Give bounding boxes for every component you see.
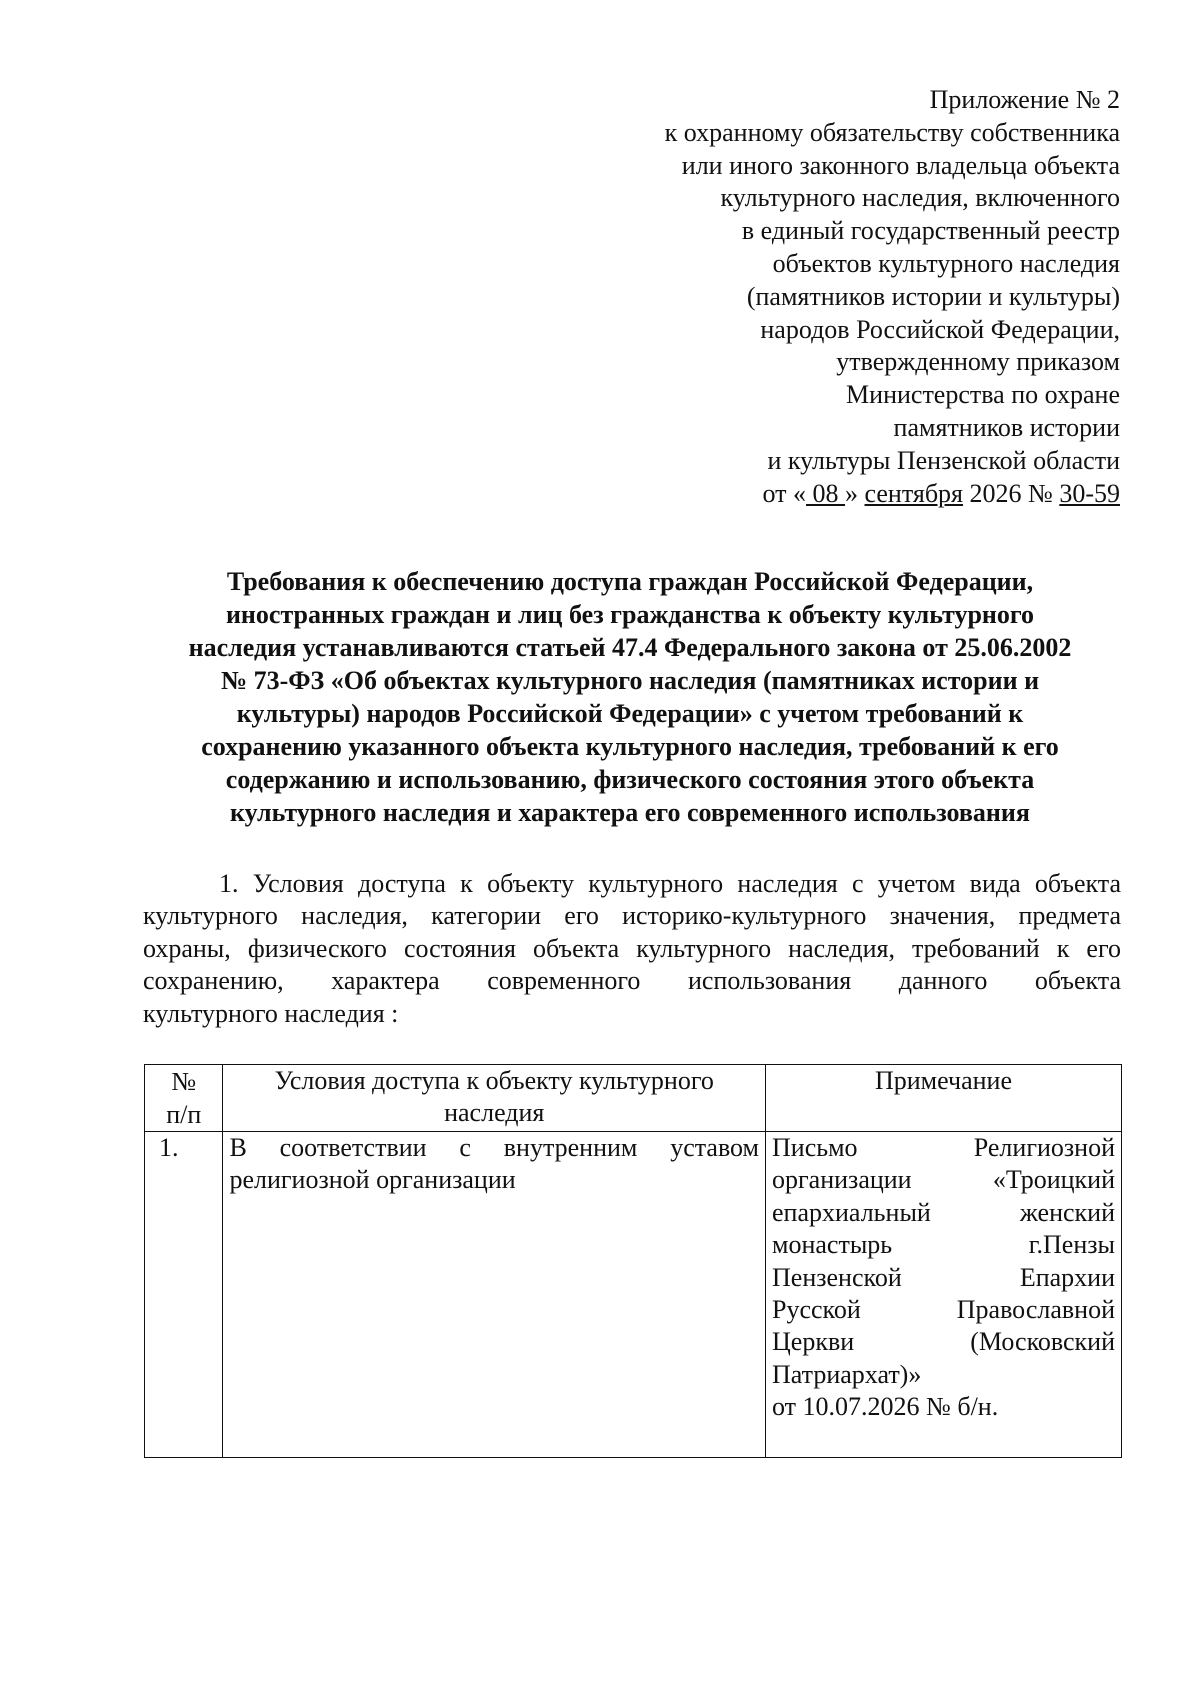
date-month: сентября xyxy=(864,478,964,508)
appendix-line: Министерства по охране xyxy=(846,380,1120,410)
appendix-line: или иного законного владельца объекта xyxy=(681,150,1120,180)
date-mid: » xyxy=(845,478,865,508)
paragraph-line: культурного наследия, категории его историко-культурного значения, предмета xyxy=(143,901,1121,931)
appendix-block xyxy=(560,84,1120,510)
header-number xyxy=(145,1065,223,1132)
appendix-line: народов Российской Федерации, xyxy=(760,314,1120,344)
appendix-line: и культуры Пензенской области xyxy=(767,445,1120,475)
heading-line: № 73-ФЗ «Об объектах культурного наследия (памятниках истории и xyxy=(220,666,1040,695)
access-conditions-table xyxy=(144,1064,1122,1458)
note-line: Русской Православной xyxy=(772,1295,1115,1325)
order-number: 30-59 xyxy=(1059,478,1120,508)
heading-line: культурного наследия и характера его современного использования xyxy=(230,798,1030,827)
note-line: Пензенской Епархии xyxy=(772,1262,1115,1292)
header-number-line: № xyxy=(171,1067,197,1096)
appendix-line: утвержденному приказом xyxy=(836,347,1120,377)
heading-line: сохранению указанного объекта культурного наследия, требований к его xyxy=(201,732,1059,761)
note-line: Церкви (Московский xyxy=(772,1327,1115,1357)
appendix-line: памятников истории xyxy=(893,412,1120,442)
row-conditions xyxy=(223,1132,766,1458)
date-prefix: от « xyxy=(762,478,807,508)
access-conditions-paragraph xyxy=(143,868,1121,1030)
note-line: Патриархат)» xyxy=(772,1359,922,1389)
header-conditions xyxy=(223,1065,766,1132)
note-line: епархиальный женский xyxy=(772,1197,1115,1227)
date-day: 08 xyxy=(806,478,846,508)
header-note xyxy=(766,1065,1122,1132)
appendix-line: (памятников истории и культуры) xyxy=(746,281,1120,311)
paragraph-line: 1. Условия доступа к объекту культурного наследия с учетом вида объекта xyxy=(219,869,1121,898)
order-date-line xyxy=(560,478,1120,511)
header-note-text: Примечание xyxy=(874,1066,1013,1095)
note-line: от 10.07.2026 № б/н. xyxy=(772,1392,999,1422)
paragraph-line: сохранению, характера современного использования данного объекта xyxy=(143,966,1121,996)
note-line: Письмо Религиозной xyxy=(772,1133,1115,1162)
conditions-line: В соответствии с внутренним уставом xyxy=(229,1133,760,1162)
heading-line: наследия устанавливаются статьей 47.4 Федерального закона от 25.06.2002 xyxy=(188,633,1072,662)
table-header-row xyxy=(145,1065,1122,1132)
appendix-line: культурного наследия, включенного xyxy=(720,183,1120,213)
conditions-line: религиозной организации xyxy=(229,1165,516,1195)
heading-line: культуры) народов Российской Федерации» с учетом требований к xyxy=(236,699,1024,728)
heading-line: содержанию и использованию, физического состояния этого объекта xyxy=(225,765,1035,794)
row-note xyxy=(766,1132,1122,1458)
heading-line: Требования к обеспечению доступа граждан Российской Федерации, xyxy=(226,567,1034,596)
table-row xyxy=(145,1132,1122,1458)
row-number: 1. xyxy=(145,1132,223,1458)
appendix-line: Приложение № 2 xyxy=(929,85,1120,114)
date-year: 2026 № xyxy=(963,478,1060,508)
note-line: монастырь г.Пензы xyxy=(772,1230,1115,1260)
header-conditions-line: Условия доступа к объекту культурного xyxy=(274,1066,714,1095)
document-heading xyxy=(140,565,1120,829)
header-conditions-line: наследия xyxy=(444,1098,545,1128)
note-line: организации «Троицкий xyxy=(772,1165,1115,1195)
paragraph-line: культурного наследия : xyxy=(143,998,399,1028)
appendix-line: объектов культурного наследия xyxy=(772,248,1120,278)
appendix-line: к охранному обязательству собственника xyxy=(664,117,1120,147)
heading-line: иностранных граждан и лиц без гражданства к объекту культурного xyxy=(225,600,1035,629)
paragraph-line: охраны, физического состояния объекта культурного наследия, требований к его xyxy=(143,933,1121,963)
appendix-line: в единый государственный реестр xyxy=(741,216,1120,246)
header-number-line: п/п xyxy=(166,1100,202,1129)
